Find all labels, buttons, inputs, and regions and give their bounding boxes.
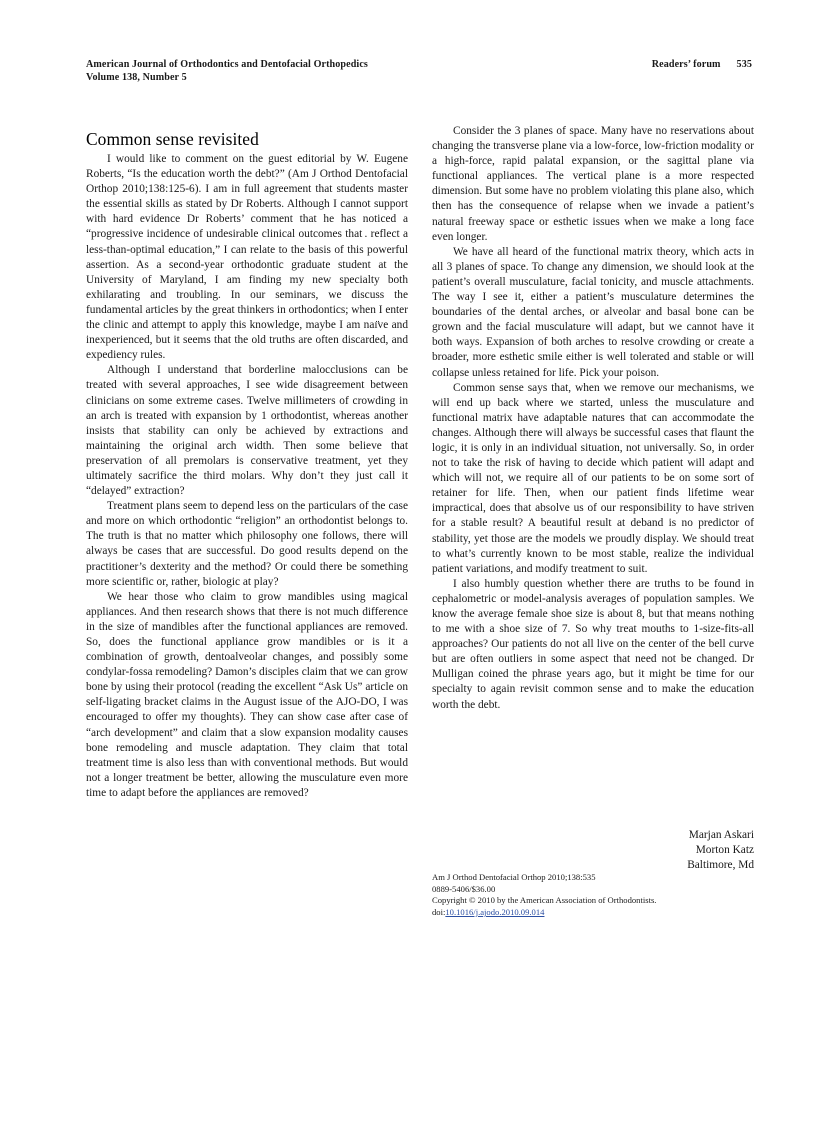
- paragraph: Common sense says that, when we remove our mechanisms, we will end up back where we started, unless the musculature and functional matrix have adaptable natures that can accommodate the changes. Although there will always be successful cases that flaunt the logic, it is only in an individual situation, not universally. So, in order not to take the risk of having to decide which patient will adapt and which will not, we require all of our patients to be on some sort of retainer for life. Then, when our patient finds lifetime wear impractical, does that absolve us of our responsibility to have striven for a stable result? A beautiful result at deband is no predictor of stability, yet those are the models we proudly display. We should treat to what’s currently known to be most stable, realize the individual patient variations, and modify treatment to suit.: [432, 381, 754, 575]
- section-name: Readers’ forum: [651, 59, 721, 70]
- paragraph: Treatment plans seem to depend less on the particulars of the case and more on which orthodontic “religion” an orthodontist belongs to. The truth is that no matter which philosophy one follows, there will always be cases that are successful. Do good results depend on the practitioner’s dexterity and the method? Or could there be something more scientific or, rather, biologic at play?: [86, 500, 408, 588]
- copyright-line: Copyright © 2010 by the American Association of Orthodontists.: [432, 895, 657, 906]
- paragraph: I also humbly question whether there are truths to be found in cephalometric or model-analysis averages of population samples. We know the average female shoe size is about 8, but that means nothing to me with a shoe size of 7. So why treat mouths to 1-size-fits-all approaches? Our patients do not all live on the center of the bell curve but are often outliers in some aspect that need not be changed. Dr Mulligan coined the phrase years ago, but it might be time for our specialty to again revisit common sense and to make the education worth the debt.: [432, 577, 754, 711]
- running-head: [86, 58, 752, 85]
- page-number: 535: [736, 59, 752, 70]
- paragraph: Consider the 3 planes of space. Many have no reservations about changing the transverse plane via a low-force, low-friction modality or a high-force, rapid palatal expansion, or the sagittal plane via functional appliances. The vertical plane is a more respected dimension. But some have no problem violating this plane also, which then has the consequence of relapse when we invade a patient’s natural freeway space or esthetic issues when we make a long face even longer.: [432, 125, 754, 243]
- journal-name: American Journal of Orthodontics and Dentofacial Orthopedics: [86, 59, 368, 70]
- running-head-right: [652, 58, 752, 71]
- footer-citation-block: [432, 872, 772, 919]
- doi-label: doi:: [432, 907, 446, 918]
- volume-issue: Volume 138, Number 5: [86, 72, 187, 84]
- paragraph: We hear those who claim to grow mandibles using magical appliances. And then research shows that there is not much difference in the size of mandibles after the functional appliances are removed. So, does the functional appliance grow mandibles or is it a combination of growth, dentoalveolar changes, and possibly some condylar-fossa remodeling? Damon’s disciples claim that we can grow bone by using their protocol (reading the excellent “Ask Us” article on self-ligating bracket claims in the August issue of the AJO-DO, I was encouraged to offer my thoughts). They can show case after case of “arch development” and claim that a slow expansion modality causes bone remodeling and muscle adaptation. They claim that total treatment time is also less than with conventional methods. But would not a longer treatment be better, allowing the musculature even more time to adapt before the appliances are removed?: [86, 590, 408, 799]
- author-location: Baltimore, Md: [687, 859, 754, 872]
- author-signature: [432, 828, 754, 873]
- paragraph: We have all heard of the functional matrix theory, which acts in all 3 planes of space. To change any dimension, we should look at the patient’s overall musculature, facial tonicity, and muscle attachments. The way I see it, either a patient’s musculature determines the boundaries of the dental arches, or alveolar and basal bone can be grown and the facial musculature will adapt, but we cannot have it both ways. Expansion of both arches to resolve crowding or create a broader, more esthetic smile either is well tolerated and stable or will collapse unless retained for life. Pick your poison.: [432, 245, 754, 379]
- body-column-left: [86, 152, 408, 801]
- doi-line: [432, 907, 772, 919]
- citation-line: Am J Orthod Dentofacial Orthop 2010;138:535: [432, 872, 596, 882]
- page-title: Common sense revisited: [86, 128, 259, 149]
- author-name: Marjan Askari: [688, 829, 754, 841]
- author-name: Morton Katz: [695, 844, 754, 857]
- paragraph: I would like to comment on the guest editorial by W. Eugene Roberts, “Is the education worth the debt?” (Am J Orthod Dentofacial Orthop 2010;138:125-6). I am in full agreement that students master the essential skills as stated by Dr Roberts. Although I cannot support with hard evidence Dr Roberts’ comment that he has noticed a “progressive incidence of undesirable clinical outcomes that . reflect a less-than-optimal education,” I can relate to the basis of this powerful assertion. As a second-year orthodontic graduate student at the University of Maryland, I am finding my new specialty both exhilarating and troubling. In our seminars, we discuss the fundamental articles by the great thinkers in orthodontics; when I enter the clinic and attempt to apply this knowledge, maybe I am naı̈ve and inexperienced, but it seems that the old truths are often discarded, and expediency rules.: [86, 153, 408, 362]
- paragraph: Although I understand that borderline malocclusions can be treated with several approaches, I see wide disagreement between clinicians on some extreme cases. Twelve millimeters of crowding in an arch is treated with expansion by 1 orthodontist, whereas another insists that stability can only be achieved by extractions and maintaining the original arch width. Then some believe that preservation of all premolars is conservative treatment, yet they ultimately sacrifice the third molars. Why don’t they just call it “delayed” extraction?: [86, 364, 408, 498]
- issn-price-line: 0889-5406/$36.00: [432, 883, 496, 894]
- running-head-left: [86, 58, 368, 85]
- doi-link[interactable]: 10.1016/j.ajodo.2010.09.014: [445, 907, 545, 918]
- body-column-right: [432, 124, 754, 713]
